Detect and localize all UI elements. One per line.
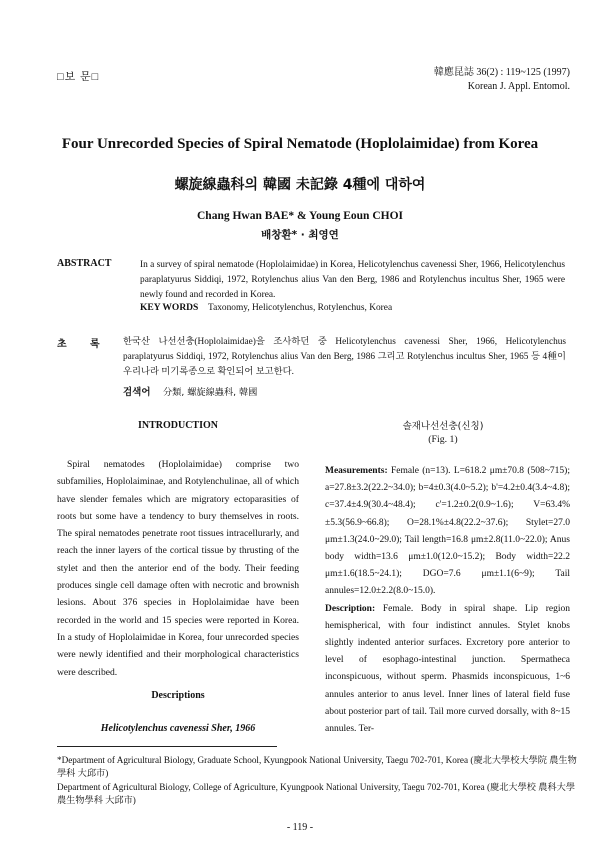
journal-citation-line1: 韓應昆誌 36(2) : 119~125 (1997) — [433, 67, 570, 78]
korean-keywords: 分類, 螺旋線蟲科, 韓國 — [163, 387, 258, 398]
introduction-heading: INTRODUCTION — [137, 420, 218, 431]
paper-title-korean: 螺旋線蟲科의 韓國 未記錄 4種에 대하여 — [174, 177, 426, 193]
korean-abstract-label-2: 록 — [90, 339, 100, 350]
description-text: Female. Body in spiral shape. Lip region hemispherical, with four indistinct annules. Stylet knobs slightly indented anterior surfaces. Excretory pore anterior to level of esophago-intestinal junction. Spermatheca inconspicuous, without sperm. Phasmids inconspicuous, 1~6 annules anterior to anus level. Inner lines of lateral field fuse about posterior part of tail. Tail more curved dorsally, with 8~15 annules. Ter- — [325, 603, 571, 735]
measurements-text: Female (n=13). L=618.2 μm±70.8 (508~715); a=27.8±3.2(22.2~34.0); b=4±0.3(4.0~5.2); b'=4.2±0.4(3.4~4.8); c=37.4±4.9(30.4~48.4); c'=1.2±0.2(0.9~1.6); V=63.4%±5.3(56.9~66.8); O=28.1%±4.8(22.2~37.6); Stylet=27.0 μm±1.3(24.0~29.0); Tail length=16.8 μm±2.8(11.0~22.0); Anus body width=13.6 μm±1.0(12.0~15.2); Body width=22.2 μm±1.6(18.5~24.1); DGO=7.6 μm±1.1(6~9); Tail annules=12.0±2.2(8.0~15.0). — [325, 466, 570, 597]
journal-citation — [434, 66, 570, 94]
footnote-1: *Department of Agricultural Biology, Graduate School, Kyungpook National University, Taegu 702-701, Korea (慶北大學校大學院 農生物學科 大邱市) — [57, 755, 577, 778]
measurements-label: Measurements: — [325, 466, 388, 476]
figure-reference: (Fig. 1) — [428, 434, 458, 445]
description-label: Description: — [325, 603, 376, 614]
korean-abstract-label-1: 초 — [57, 339, 67, 350]
keywords: Taxonomy, Helicotylenchus, Rotylenchus, Korea — [208, 303, 393, 313]
authors-korean: 배창환* · 최영연 — [261, 229, 339, 241]
korean-abstract-text: 한국산 나선선충(Hoplolaimidae)을 조사하던 중 Helicotylenchus cavenessi Sher, 1966, Helicotylenchus paraplatyurus Siddiqi, 1972, Rotylenchus alius Van den Berg, 1986 그리고 Rotylenchus incultus Sher, 1965 등 4種이 우리나라 미기록종으로 확인되어 보고한다. — [123, 337, 566, 377]
species-korean-name: 솔재나선선충(신칭) — [402, 421, 484, 432]
page-number: - 119 - — [286, 822, 314, 833]
section-label: □보 문□ — [57, 71, 100, 83]
paper-title: Four Unrecorded Species of Spiral Nematode (Hoplolaimidae) from Korea — [61, 136, 539, 152]
footnote-divider — [57, 746, 277, 747]
authors: Chang Hwan BAE* & Young Eoun CHOI — [197, 210, 403, 222]
journal-citation-line2: Korean J. Appl. Entomol. — [467, 81, 570, 92]
korean-keywords-label: 검색어 — [123, 387, 151, 398]
species-heading: Helicotylenchus cavenessi Sher, 1966 — [100, 723, 256, 734]
abstract-label: ABSTRACT — [57, 258, 112, 269]
footnote-2: Department of Agricultural Biology, College of Agriculture, Kyungpook National University, Taegu 702-701, Korea (慶北大學校 農科大學 農生物學科 大邱市) — [57, 782, 576, 805]
keywords-label: KEY WORDS — [140, 303, 199, 313]
descriptions-heading: Descriptions — [151, 690, 205, 701]
abstract-text: In a survey of spiral nematode (Hoplolaimidae) in Korea, Helicotylenchus cavenessi Sher, 1966, Helicotylenchus paraplatyurus Siddiqi, 1972, Rotylenchus alius Van den Berg, 1986 and Rotylenchus incultus Sher, 1965 were newly found and recorded in Korea. — [140, 260, 566, 300]
measurements-block — [325, 463, 570, 738]
introduction-text: Spiral nematodes (Hoplolaimidae) comprise two subfamilies, Hoplolaiminae, and Rotylenchulinae, all of which have slender females which are migratory ectoparasities of roots but some have a tendency to bury themselves in roots. The spiral nematodes penetrate root tissues intracellurarly, and reach the inner layers of the cortical tissue by thrusting of the stylet and then the anterior end of the body. Their feeding produces single cell damage often with necrotic and brownish lesions. About 376 species in Hoplolaimidae have been recorded in the world and 15 species were reported in Korea. In a study of Hoplolaimidae in Korea, four unrecorded species were newly identified and their morphological characteristics were described. — [57, 459, 299, 678]
